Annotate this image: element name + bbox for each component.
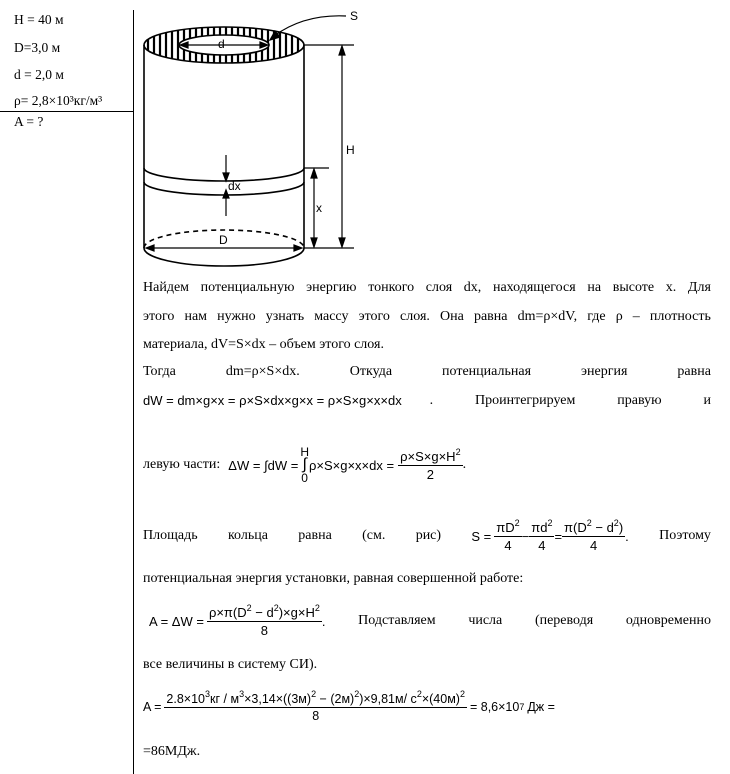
work-num-a: ρ×π(D [208, 604, 247, 620]
area-frac-2 [529, 517, 554, 553]
text-line-5-w2: правую [617, 393, 662, 408]
label-x: x [316, 201, 322, 215]
p2-word-12: – [632, 309, 640, 324]
p1-word-9: x. [665, 280, 677, 295]
p1-word-4: слоя [425, 280, 453, 295]
p2-word-13: плотность [649, 309, 711, 324]
p2-word-4: массу [314, 309, 349, 324]
integral-line [143, 442, 466, 488]
p1-word-7: на [587, 280, 602, 295]
area-frac-1 [494, 517, 521, 553]
work-dot: . [321, 613, 326, 629]
numeric-num-4: − (2м) [316, 691, 355, 706]
numeric-lhs: A = [143, 700, 162, 714]
p1-word-10: Для [687, 280, 711, 295]
given-H: H = 40 м [14, 12, 64, 27]
p3-word-0: Тогда [143, 364, 176, 379]
p2-word-10: где [587, 309, 606, 324]
area-frac-1-num: πD [496, 519, 515, 535]
area-frac-2-exp: 2 [547, 517, 553, 528]
text-line-5-w3: и [703, 393, 711, 408]
area-minus: − [521, 528, 530, 544]
area-frac-1-den: 4 [504, 537, 512, 553]
integral-upper: H [300, 445, 309, 459]
p1-word-1: потенциальную [200, 280, 295, 295]
numeric-exp-1: 3 [205, 688, 211, 699]
numeric-num-2: кг / м [210, 691, 240, 706]
p2-word-2: нужно [217, 309, 256, 324]
p3-word-5: равна [677, 364, 711, 379]
integral-lower: 0 [301, 471, 308, 485]
area-w4: (см. [362, 528, 386, 543]
text-line-4 [143, 364, 711, 380]
area-frac-2-num: πd [531, 519, 548, 535]
numeric-line: A = $\frac{2.8\times 10^3кг / м^3\times 3,14\times((3м)^2 - (2м)^2)\times 9,81м/ с^2\times(40м)^2}{8}$ = 8,6×10 7 Дж = [143, 688, 555, 723]
area-w1: Площадь [143, 528, 198, 543]
area-frac-3 [562, 517, 625, 553]
area-frac-3-exp-b: 2 [613, 517, 619, 528]
work-w2: числа [468, 613, 503, 628]
integral-intro: левую части: [143, 457, 221, 472]
area-line [143, 516, 711, 556]
text-line-1 [143, 280, 711, 296]
work-line [143, 598, 711, 644]
text-line-energy: потенциальная энергия установки, равная совершенной работе: [143, 571, 524, 586]
given-D: D=3,0 м [14, 40, 61, 55]
given-rho: ρ= 2,8×10³кг/м³ [14, 93, 103, 108]
label-d: d [218, 37, 225, 51]
label-H: H [346, 143, 355, 157]
work-w4: одновременно [625, 613, 711, 628]
p2-word-8: равна [473, 309, 508, 324]
text-line-5-dot: . [429, 393, 434, 408]
work-num-c: )×g×H [278, 604, 315, 620]
p1-word-3: тонкого [368, 280, 415, 295]
work-exp-b: 2 [273, 602, 279, 613]
work-frac [207, 602, 322, 638]
label-D: D [219, 233, 228, 247]
text-line-answer: =86МДж. [143, 744, 201, 759]
area-formula [471, 517, 629, 553]
p2-word-6: слоя. [400, 309, 430, 324]
area-frac-3-den: 4 [589, 537, 598, 553]
work-exp-a: 2 [246, 602, 252, 613]
area-frac-3-c: ) [618, 519, 624, 535]
area-w2: кольца [227, 528, 268, 543]
p2-word-7: Она [440, 309, 464, 324]
text-line-si: все величины в систему СИ). [143, 657, 318, 672]
numeric-unit: Дж = [527, 700, 555, 714]
integral-limits: H ∫ 0 [300, 445, 309, 485]
area-w3: равна [298, 528, 332, 543]
numeric-num-3: ×3,14×((3м) [244, 691, 312, 706]
work-num-b: − d [251, 604, 274, 620]
given-d: d = 2,0 м [14, 67, 64, 82]
text-line-5-w1: Проинтегрируем [475, 393, 576, 408]
label-S: S [350, 9, 359, 23]
text-line-5 [143, 393, 711, 409]
integral-result-exp: 2 [455, 446, 461, 457]
area-frac-3-a: π(D [564, 519, 587, 535]
work-exp-c: 2 [314, 602, 320, 613]
label-dx: dx [228, 179, 241, 193]
given-find: A = ? [14, 114, 44, 129]
numeric-frac [164, 688, 467, 723]
numeric-exp-6: 2 [459, 688, 465, 699]
work-w3: (переводя [534, 613, 594, 628]
p2-word-0: этого [143, 309, 175, 324]
integral-lhs: ΔW = ∫dW = [228, 457, 299, 473]
area-eq: = [554, 528, 563, 544]
numeric-den: 8 [312, 708, 320, 723]
given-divider [0, 111, 134, 112]
area-S: S = [471, 528, 492, 544]
p1-word-0: Найдем [143, 280, 190, 295]
work-lhs: A = ΔW = [149, 613, 204, 629]
integral-result-den: 2 [426, 466, 434, 482]
area-therefore: Поэтому [659, 528, 711, 543]
p1-word-6: находящегося [492, 280, 576, 295]
p3-word-4: энергия [581, 364, 628, 379]
area-frac-3-b: − d [591, 519, 614, 535]
p2-word-1: нам [184, 309, 208, 324]
p3-word-3: потенциальная [442, 364, 532, 379]
area-w5: рис) [415, 528, 442, 543]
p3-word-2: Откуда [349, 364, 393, 379]
integral-result [398, 446, 462, 482]
p1-word-2: энергию [306, 280, 357, 295]
p2-word-9: dm=ρ×dV, [517, 309, 578, 324]
numeric-exp-2: 3 [239, 688, 245, 699]
work-den: 8 [260, 622, 269, 638]
integral-end: . [462, 457, 467, 472]
p2-word-5: этого [358, 309, 390, 324]
integral-integrand: ρ×S×g×x×dx = [308, 457, 395, 473]
work-formula [149, 602, 326, 638]
area-frac-3-exp-a: 2 [586, 517, 592, 528]
formula-dW: dW = dm×g×x = ρ×S×dx×g×x = ρ×S×g×x×dx [143, 393, 402, 408]
text-line-2 [143, 309, 711, 325]
area-frac-2-den: 4 [538, 537, 546, 553]
area-frac-1-exp: 2 [514, 517, 520, 528]
p3-word-1: dm=ρ×S×dx. [225, 364, 300, 379]
p1-word-8: высоте [612, 280, 655, 295]
p2-word-3: узнать [265, 309, 305, 324]
text-line-3: материала, dV=S×dx – объем этого слоя. [143, 337, 384, 352]
area-dot: . [625, 528, 629, 544]
work-w1: Подставляем [358, 613, 436, 628]
numeric-num-1: 2.8×10 [166, 691, 206, 706]
numeric-exp-4: 2 [354, 688, 360, 699]
numeric-rhs: = 8,6×10 [469, 700, 520, 714]
numeric-num-6: ×(40м) [421, 691, 460, 706]
cylinder-figure [134, 0, 374, 272]
numeric-exp-3: 2 [311, 688, 317, 699]
integral-result-num: ρ×S×g×H [400, 448, 456, 464]
p1-word-5: dx, [463, 280, 482, 295]
numeric-num-5: )×9,81м/ с [359, 691, 417, 706]
numeric-exp-5: 2 [416, 688, 422, 699]
p2-word-11: ρ [615, 309, 623, 324]
